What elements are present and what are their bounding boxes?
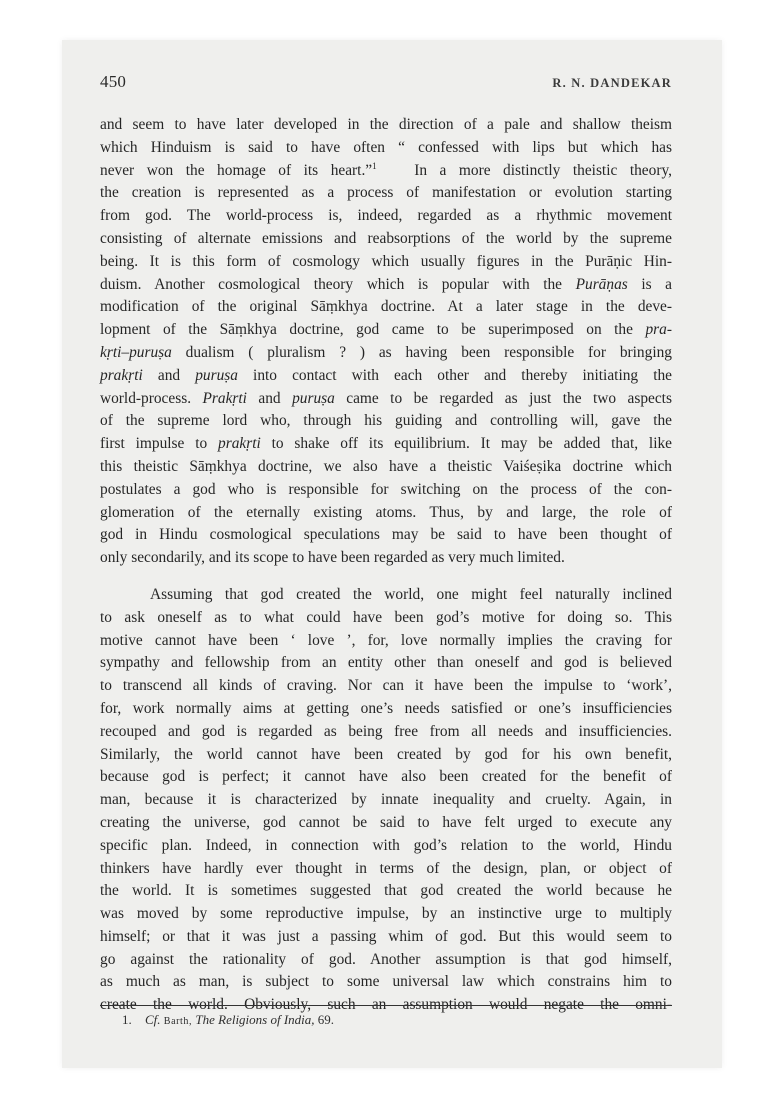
text-line: god in Hindu cosmological speculations may be said to have been thought of — [100, 526, 672, 544]
text-line: to transcend all kinds of craving. Nor can it have been the impulse to ‘work’, — [100, 677, 672, 695]
text-line: never won the homage of its heart.”$^1$ In a more distinctly theistic theory, — [100, 160, 673, 179]
page-header — [100, 72, 672, 96]
text-line: because god is perfect; it cannot have also been created for the benefit of — [100, 768, 672, 786]
text-line: go against the rationality of god. Another assumption is that god himself, — [100, 950, 672, 968]
text-line: create the world. Obviously, such an assumption would negate the omni- — [100, 996, 672, 1014]
text-line: modification of the original Sāṃkhya doctrine. At a later stage in the deve- — [100, 298, 672, 316]
text-line: this theistic Sāṃkhya doctrine, we also have a theistic Vaiśeṣika doctrine which — [100, 457, 672, 475]
text-line: the creation is represented as a process of manifestation or evolution starting — [100, 184, 672, 202]
footnote-cf: Cf. — [145, 1012, 161, 1027]
text-line: glomeration of the eternally existing atoms. Thus, by and large, the role of — [100, 503, 672, 521]
text-line: the world. It is sometimes suggested that god created the world because he — [100, 882, 672, 900]
text-line: Similarly, the world cannot have been created by god for his own benefit, — [100, 745, 672, 763]
text-line: Assuming that god created the world, one might feel naturally inclined — [150, 585, 672, 603]
text-line: for, work normally aims at getting one’s needs satisfied or one’s insufficiencies — [100, 699, 672, 717]
text-line: being. It is this form of cosmology which usually figures in the Purāṇic Hin- — [100, 252, 672, 270]
footnote-divider — [100, 1005, 672, 1006]
text-line: world-process. Prakṛti and puruṣa came to be regarded as just the two aspects — [100, 389, 672, 407]
footnote-title: The Religions of India, — [195, 1012, 315, 1027]
text-line: duism. Another cosmological theory which is popular with the Purāṇas is a — [100, 275, 673, 293]
footnote-author: Barth, — [163, 1016, 193, 1027]
text-line: from god. The world-process is, indeed, regarded as a rhythmic movement — [100, 207, 672, 225]
text-line: of the supreme lord who, through his guiding and controlling will, gave the — [100, 412, 672, 430]
paragraph-2 — [100, 584, 672, 1017]
text-line: to ask oneself as to what could have been god’s motive for doing so. This — [100, 608, 672, 626]
text-line: consisting of alternate emissions and reabsorptions of the world by the supreme — [100, 229, 672, 247]
text-line: creating the universe, god cannot be said to have felt urged to execute any — [100, 813, 672, 831]
text-line: prakṛti and puruṣa into contact with each other and thereby initiating the — [100, 366, 672, 384]
body-text — [100, 114, 672, 1017]
footnote-page: 69. — [317, 1012, 335, 1027]
text-line: recouped and god is regarded as being free from all needs and insufficiencies. — [100, 722, 672, 740]
paragraph-1 — [100, 114, 672, 570]
text-line: only secondarily, and its scope to have been regarded as very much limited. — [100, 549, 565, 567]
footnote-marker[interactable]: 1 — [372, 160, 377, 171]
text-line: and seem to have later developed in the direction of a pale and shallow theism — [100, 116, 672, 133]
text-line: motive cannot have been ‘ love ’, for, love normally implies the craving for — [100, 631, 672, 649]
text-line: postulates a god who is responsible for switching on the process of the con- — [100, 480, 672, 498]
text-line: was moved by some reproductive impulse, by an instinctive urge to multiply — [100, 905, 672, 923]
text-line: himself; or that it was just a passing whim of god. But this would seem to — [100, 927, 672, 945]
footnote — [122, 1012, 662, 1028]
page-number: 450 — [100, 72, 127, 91]
text-line: kṛti–puruṣa dualism ( pluralism ? ) as having been responsible for bringing — [100, 343, 672, 361]
text-line: man, because it is characterized by innate inequality and cruelty. Again, in — [100, 791, 672, 809]
running-head-author: R. N. DANDEKAR — [552, 76, 672, 90]
text-line: sympathy and fellowship from an entity other than oneself and god is believed — [100, 654, 672, 672]
text-line: specific plan. Indeed, in connection with god’s relation to the world, Hindu — [100, 836, 672, 854]
footnote-number: 1. — [122, 1012, 132, 1027]
text-line: thinkers have hardly ever thought in terms of the design, plan, or object of — [100, 859, 672, 877]
text-line: lopment of the Sāṃkhya doctrine, god came to be superimposed on the pra- — [100, 321, 672, 339]
text-line: which Hinduism is said to have often “ confessed with lips but which has — [100, 138, 672, 156]
text-line: as much as man, is subject to some universal law which constrains him to — [100, 973, 672, 991]
text-line: first impulse to prakṛti to shake off its equilibrium. It may be added that, like — [100, 435, 672, 453]
